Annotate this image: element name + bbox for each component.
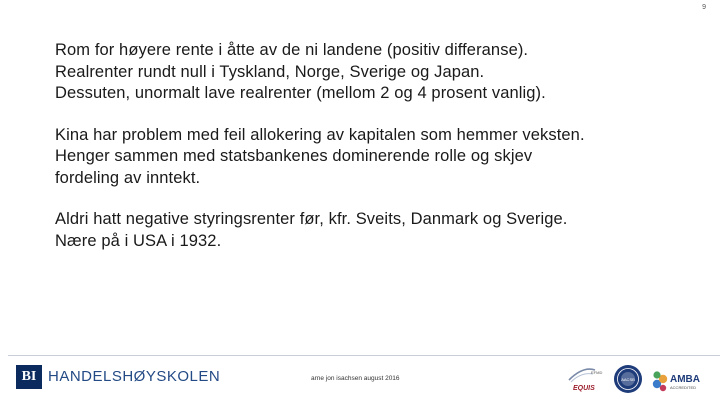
equis-org: EFMD [591, 370, 603, 375]
footer [0, 356, 720, 405]
text-line: fordeling av inntekt. [55, 168, 201, 187]
slide-number: 9 [702, 4, 706, 11]
author-credit: arne jon isachsen august 2016 [311, 375, 400, 382]
text-line: Kina har problem med feil allokering av kapitalen som hemmer veksten. [55, 125, 585, 144]
amba-logo-icon [648, 362, 708, 396]
paragraph-3 [55, 209, 695, 252]
equis-logo-icon [565, 362, 605, 396]
text-line: Realrenter rundt null i Tyskland, Norge, Sverige og Japan. [55, 62, 485, 81]
bi-logo: BI [16, 365, 42, 389]
slide-content [55, 40, 695, 272]
amba-note: ACCREDITED [670, 385, 697, 390]
text-line: Rom for høyere rente i åtte av de ni landene (positiv differanse). [55, 41, 529, 59]
paragraph-1 [55, 40, 695, 105]
paragraph-2 [55, 125, 695, 190]
equis-label: EQUIS [573, 385, 595, 392]
aacsb-label: AACSB [621, 377, 635, 382]
amba-label: AMBA [670, 374, 700, 385]
text-line: Aldri hatt negative styringsrenter før, kfr. Sveits, Danmark og Sverige. [55, 210, 568, 228]
text-line: Dessuten, unormalt lave realrenter (mellom 2 og 4 prosent vanlig). [55, 84, 546, 102]
text-line: Henger sammen med statsbankenes dominerende rolle og skjev [55, 147, 533, 165]
school-name: HANDELSHØYSKOLEN [48, 368, 221, 385]
aacsb-seal-icon [612, 362, 644, 396]
text-line: Nære på i USA i 1932. [55, 231, 222, 250]
